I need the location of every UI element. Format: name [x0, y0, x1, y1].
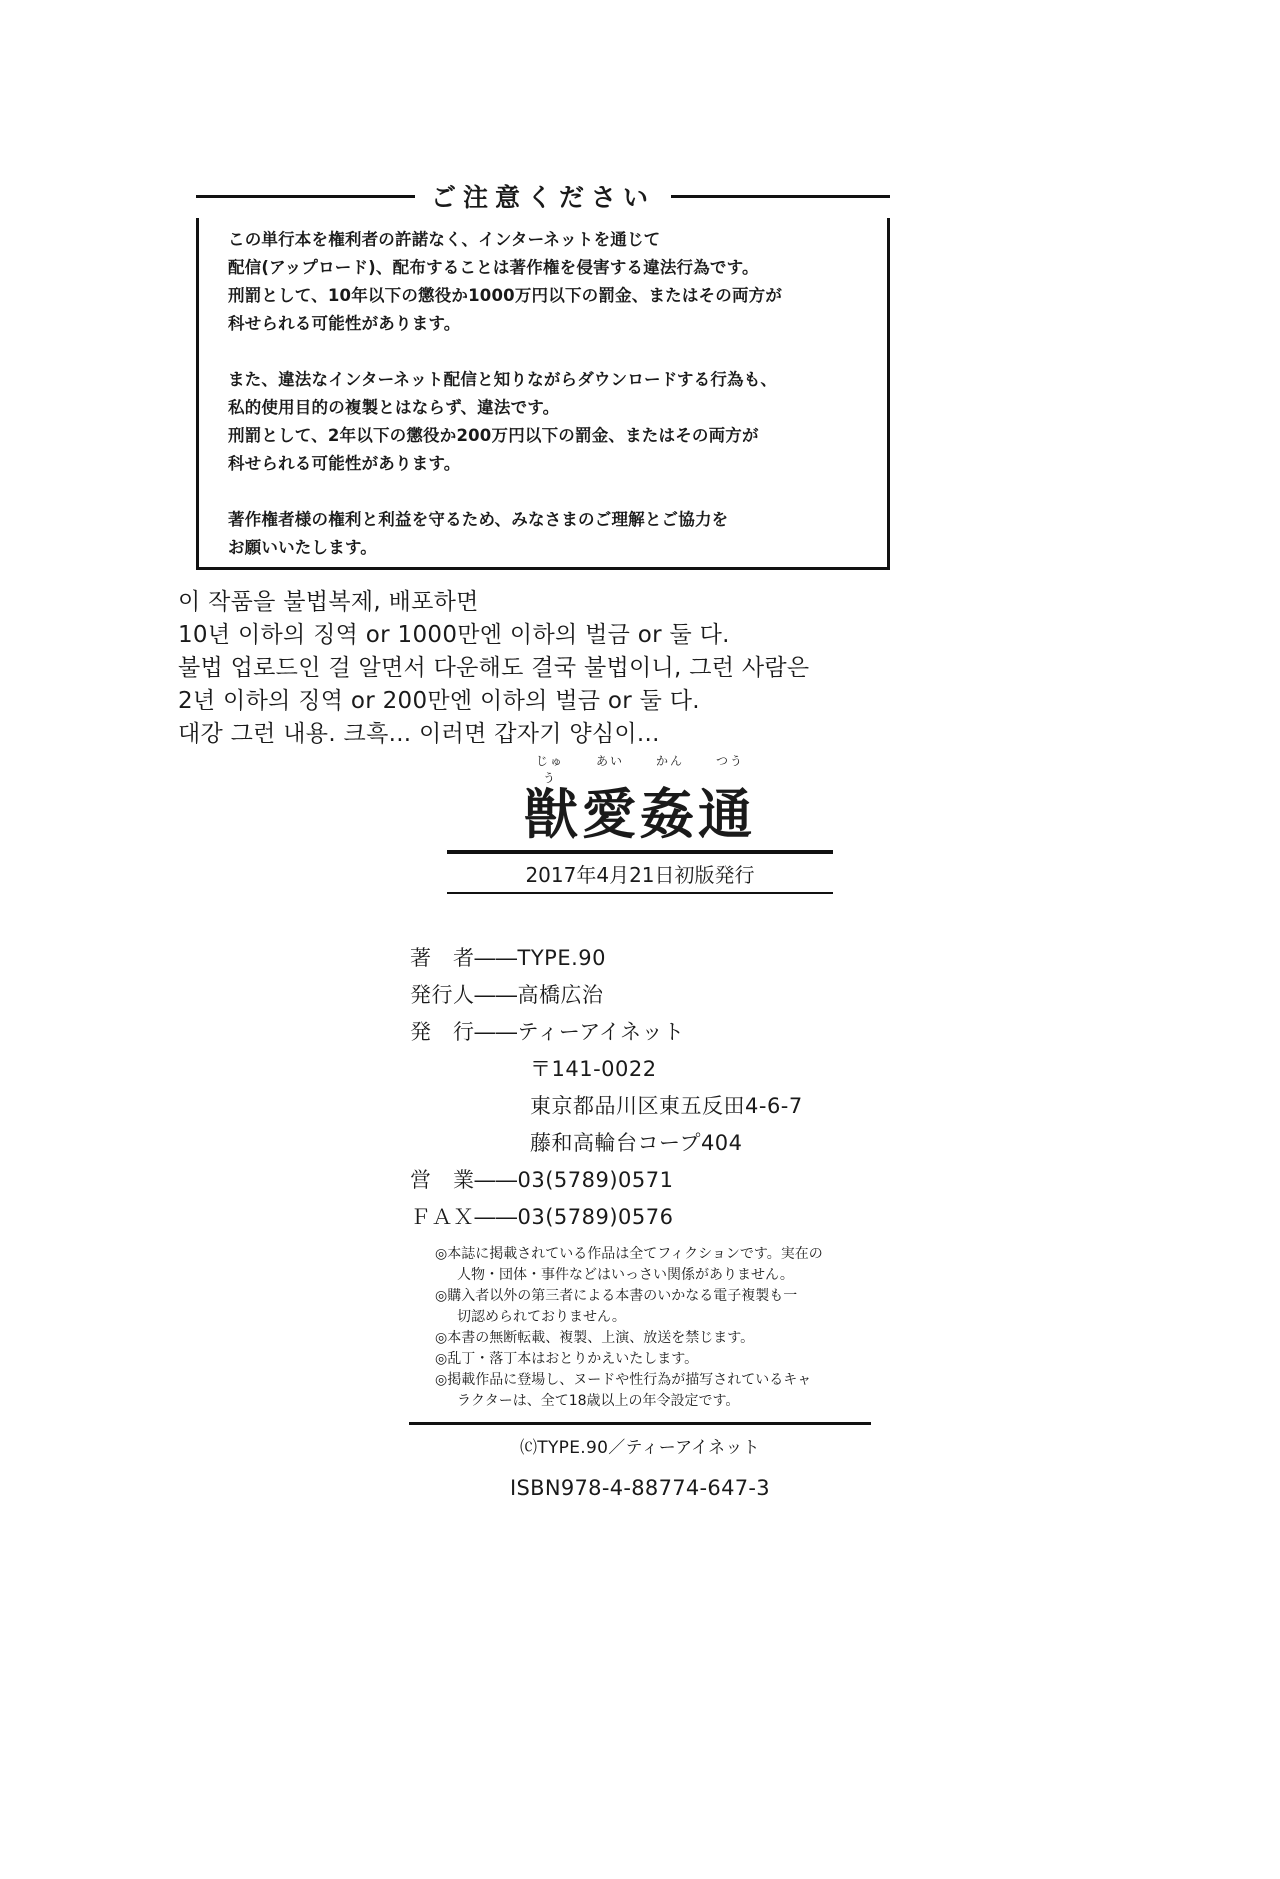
- book-title: 獣愛姦通: [524, 783, 756, 846]
- credit-line: 藤和高輪台コープ404: [530, 1131, 743, 1155]
- credit-line: 〒141-0022: [530, 1057, 657, 1081]
- notice-line: この単行本を権利者の許諾なく、インターネットを通じて: [228, 230, 661, 249]
- publish-date-rule: [447, 892, 833, 894]
- credit-line: 東京都品川区東五反田4-6-7: [530, 1094, 803, 1118]
- fineprint-line: ◎掲載作品に登場し、ヌードや性行為が描写されているキャ: [435, 1372, 812, 1388]
- notice-title-bar: [196, 174, 890, 218]
- notice-title-rule-right: [671, 195, 890, 198]
- credit-line: 発行人――高橋広治: [410, 983, 604, 1007]
- fineprint-line: ◎購入者以外の第三者による本書のいかなる電子複製も一: [435, 1288, 798, 1304]
- notice-title-rule-left: [196, 195, 415, 198]
- notice-line: 配信(アップロード)、配布することは著作権を侵害する違法行為です。: [228, 258, 759, 277]
- fineprint-list: [435, 1244, 845, 1412]
- fineprint-line: ラクターは、全て18歳以上の年令設定です。: [457, 1393, 740, 1409]
- notice-line: お願いいたします。: [228, 538, 377, 557]
- notice-line: 刑罰として、2年以下の懲役か200万円以下の罰金、またはその両方が: [228, 426, 759, 445]
- notice-line: 刑罰として、10年以下の懲役か1000万円以下の罰金、またはその両方が: [228, 286, 783, 305]
- korean-note-line: 대강 그런 내용. 크흑... 이러면 갑자기 양심이...: [178, 721, 660, 747]
- isbn-line: ISBN978-4-88774-647-3: [510, 1476, 770, 1500]
- title-rule: [447, 850, 833, 854]
- credit-line: ＦＡＸ――03(5789)0576: [410, 1205, 674, 1229]
- notice-line: また、違法なインターネット配信と知りながらダウンロードする行為も、: [228, 370, 778, 389]
- credits-list: [410, 940, 870, 1236]
- notice-body: [228, 226, 864, 562]
- notice-title: ご注意ください: [431, 183, 656, 212]
- korean-note-line: 10년 이하의 징역 or 1000만엔 이하의 벌금 or 둘 다.: [178, 622, 730, 648]
- fineprint-line: 人物・団体・事件などはいっさい関係がありません。: [457, 1267, 794, 1283]
- ruby-char: かん: [655, 754, 684, 768]
- notice-line: 科せられる可能性があります。: [228, 314, 461, 333]
- notice-line: 著作権者様の権利と利益を守るため、みなさまのご理解とご協力を: [228, 510, 729, 529]
- title-ruby: [0, 752, 1280, 786]
- korean-note-line: 이 작품을 불법복제, 배포하면: [178, 589, 479, 615]
- notice-line: 科せられる可能性があります。: [228, 454, 461, 473]
- fineprint-line: ◎本誌に掲載されている作品は全てフィクションです。実在の: [435, 1246, 823, 1262]
- colophon: [0, 752, 1280, 1500]
- credit-line: 発 行――ティーアイネット: [410, 1020, 685, 1044]
- fineprint-rule: [409, 1422, 871, 1425]
- notice-line: 私的使用目的の複製とはならず、違法です。: [228, 398, 560, 417]
- credit-line: 営 業――03(5789)0571: [410, 1168, 674, 1192]
- fineprint-line: 切認められておりません。: [457, 1309, 626, 1325]
- notice-paragraph-gap: [228, 478, 864, 506]
- notice-paragraph-gap: [228, 338, 864, 366]
- copyright-line: ⒞TYPE.90／ティーアイネット: [520, 1438, 760, 1458]
- korean-note-line: 2년 이하의 징역 or 200만엔 이하의 벌금 or 둘 다.: [178, 688, 700, 714]
- korean-note: [178, 586, 998, 751]
- fineprint-line: ◎本書の無断転載、複製、上演、放送を禁じます。: [435, 1330, 755, 1346]
- publish-date: 2017年4月21日初版発行: [525, 863, 755, 887]
- ruby-char: つう: [715, 754, 744, 768]
- korean-note-line: 불법 업로드인 걸 알면서 다운해도 결국 불법이니, 그런 사람은: [178, 655, 810, 681]
- fineprint-line: ◎乱丁・落丁本はおとりかえいたします。: [435, 1351, 699, 1367]
- ruby-char: じゅう: [535, 754, 564, 785]
- ruby-char: あい: [595, 754, 624, 768]
- credit-line: 著 者――TYPE.90: [410, 946, 606, 970]
